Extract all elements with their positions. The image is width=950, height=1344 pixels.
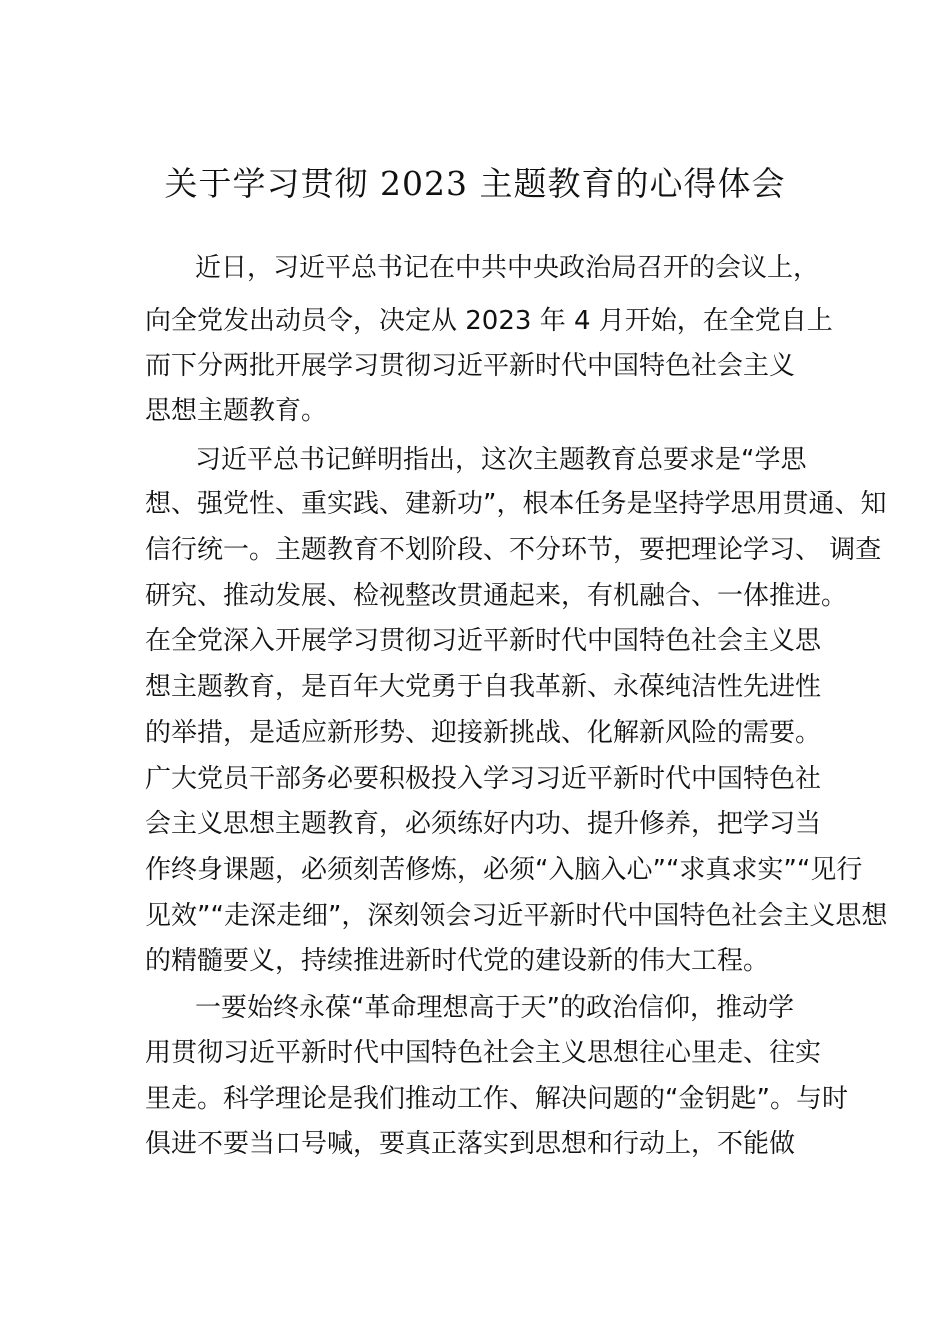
paragraph-line: 想、强党性、重实践、建新功”，根本任务是坚持学思用贯通、知 [145,489,887,519]
paragraph-line: 研究、推动发展、检视整改贯通起来，有机融合、一体推进。 [145,581,848,611]
paragraph-line: 想主题教育，是百年大党勇于自我革新、永葆纯洁性先进性 [145,672,822,702]
paragraph-line: 用贯彻习近平新时代中国特色社会主义思想往心里走、往实 [145,1038,822,1068]
paragraph-line: 的精髓要义，持续推进新时代党的建设新的伟大工程。 [145,946,770,976]
paragraph-line: 作终身课题，必须刻苦修炼，必须“入脑入心”“求真求实”“见行 [145,855,863,885]
paragraph-line: 近日，习近平总书记在中共中央政治局召开的会议上， [195,253,820,283]
paragraph-line: 向全党发出动员令，决定从 2023 年 4 月开始，在全党自上 [145,306,833,336]
paragraph-line: 习近平总书记鲜明指出，这次主题教育总要求是“学思 [195,445,807,475]
paragraph-line: 的举措，是适应新形势、迎接新挑战、化解新风险的需要。 [145,718,822,748]
paragraph-line: 而下分两批开展学习贯彻习近平新时代中国特色社会主义 [145,351,796,381]
paragraph-line: 信行统一。主题教育不划阶段、不分环节，要把理论学习、 调查 [145,535,882,565]
paragraph-line: 一要始终永葆“革命理想高于天”的政治信仰，推动学 [195,993,794,1023]
paragraph-line: 思想主题教育。 [145,396,328,426]
paragraph-line: 广大党员干部务必要积极投入学习习近平新时代中国特色社 [145,764,822,794]
paragraph-line: 在全党深入开展学习贯彻习近平新时代中国特色社会主义思 [145,626,822,656]
paragraph-line: 俱进不要当口号喊，要真正落实到思想和行动上，不能做 [145,1129,796,1159]
document-title: 关于学习贯彻 2023 主题教育的心得体会 [164,164,786,203]
paragraph-line: 里走。科学理论是我们推动工作、解决问题的“金钥匙”。与时 [145,1084,848,1114]
paragraph-line: 会主义思想主题教育，必须练好内功、提升修养，把学习当 [145,809,822,839]
paragraph-line: 见效”“走深走细”，深刻领会习近平新时代中国特色社会主义思想 [145,901,888,931]
